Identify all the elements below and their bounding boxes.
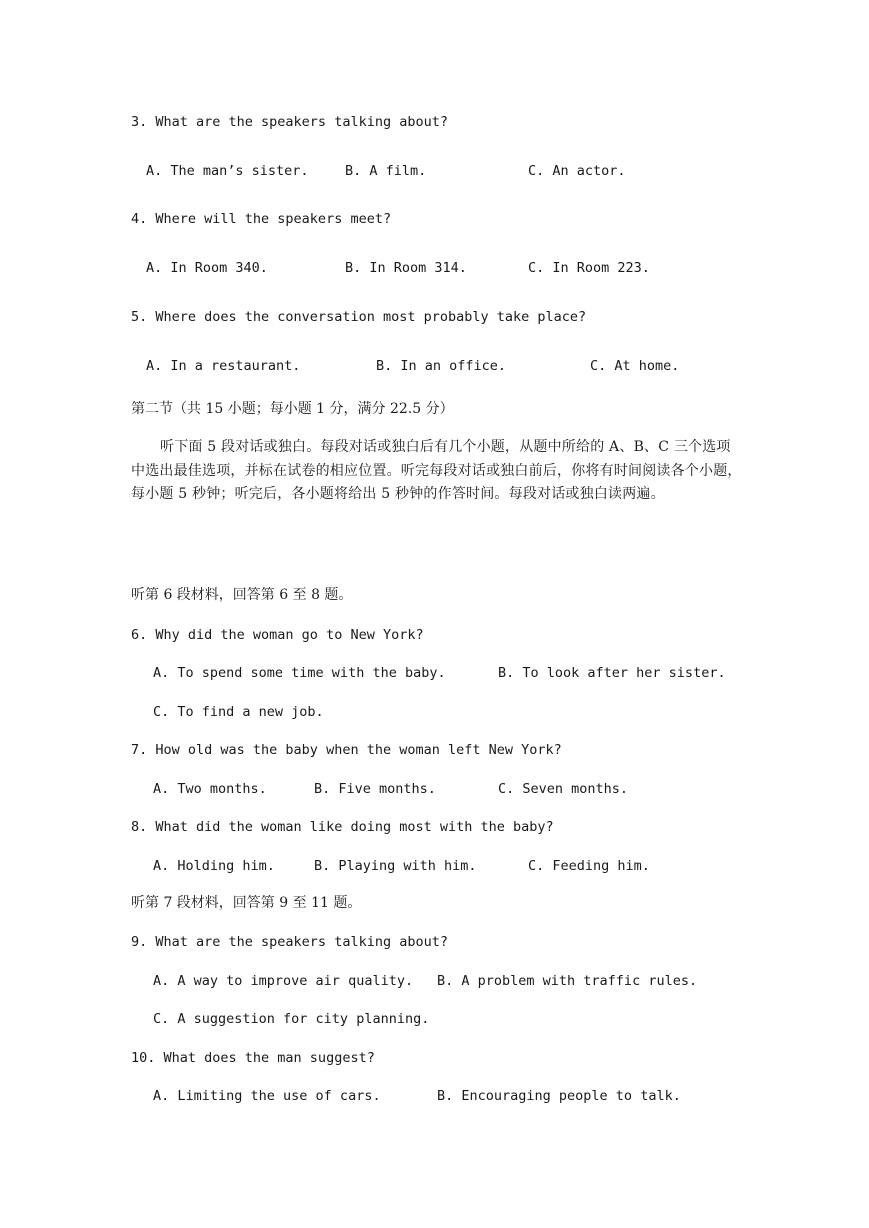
- passage-6-intro: 听第 6 段材料，回答第 6 至 8 题。: [131, 587, 353, 603]
- question-8-option-a: A. Holding him.: [153, 858, 275, 874]
- question-5-option-b: B. In an office.: [376, 358, 507, 374]
- question-9-option-a: A. A way to improve air quality.: [153, 973, 414, 989]
- question-9-stem: 9. What are the speakers talking about?: [131, 934, 448, 950]
- section-2-heading: 第二节（共 15 小题；每小题 1 分，满分 22.5 分）: [131, 401, 454, 417]
- question-10-option-a: A. Limiting the use of cars.: [153, 1088, 381, 1104]
- question-8-stem: 8. What did the woman like doing most with the baby?: [131, 819, 554, 835]
- question-5-option-c: C. At home.: [590, 358, 680, 374]
- question-5-stem: 5. Where does the conversation most probably take place?: [131, 309, 587, 325]
- question-9-option-c: C. A suggestion for city planning.: [153, 1011, 430, 1027]
- question-3-option-b: B. A film.: [345, 163, 427, 179]
- question-6-stem: 6. Why did the woman go to New York?: [131, 627, 424, 643]
- question-9-option-b: B. A problem with traffic rules.: [437, 973, 698, 989]
- question-4-option-a: A. In Room 340.: [146, 260, 268, 276]
- section-2-instructions: 听下面 5 段对话或独白。每段对话或独白后有几个小题，从题中所给的 A、B、C 三个选项中选出最佳选项，并标在试卷的相应位置。听完每段对话或独白前后，你将有时间阅读各个小题，每小题 5 秒钟；听完后，各小题将给出 5 秒钟的作答时间。每段对话或独白读两遍。: [131, 439, 742, 502]
- question-6-option-a: A. To spend some time with the baby.: [153, 665, 446, 681]
- question-4-stem: 4. Where will the speakers meet?: [131, 211, 392, 227]
- question-7-stem: 7. How old was the baby when the woman left New York?: [131, 742, 562, 758]
- question-10-stem: 10. What does the man suggest?: [131, 1050, 375, 1066]
- question-8-option-b: B. Playing with him.: [314, 858, 477, 874]
- question-7-option-a: A. Two months.: [153, 781, 267, 797]
- question-3-stem: 3. What are the speakers talking about?: [131, 114, 448, 130]
- question-8-option-c: C. Feeding him.: [528, 858, 650, 874]
- question-3-option-a: A. The man’s sister.: [146, 163, 309, 179]
- question-7-option-c: C. Seven months.: [498, 781, 629, 797]
- question-4-option-b: B. In Room 314.: [345, 260, 467, 276]
- question-5-option-a: A. In a restaurant.: [146, 358, 301, 374]
- question-6-option-c: C. To find a new job.: [153, 704, 324, 720]
- question-4-option-c: C. In Room 223.: [528, 260, 650, 276]
- passage-7-intro: 听第 7 段材料，回答第 9 至 11 题。: [131, 895, 362, 911]
- question-7-option-b: B. Five months.: [314, 781, 436, 797]
- question-3-option-c: C. An actor.: [528, 163, 626, 179]
- question-10-option-b: B. Encouraging people to talk.: [437, 1088, 681, 1104]
- question-6-option-b: B. To look after her sister.: [498, 665, 726, 681]
